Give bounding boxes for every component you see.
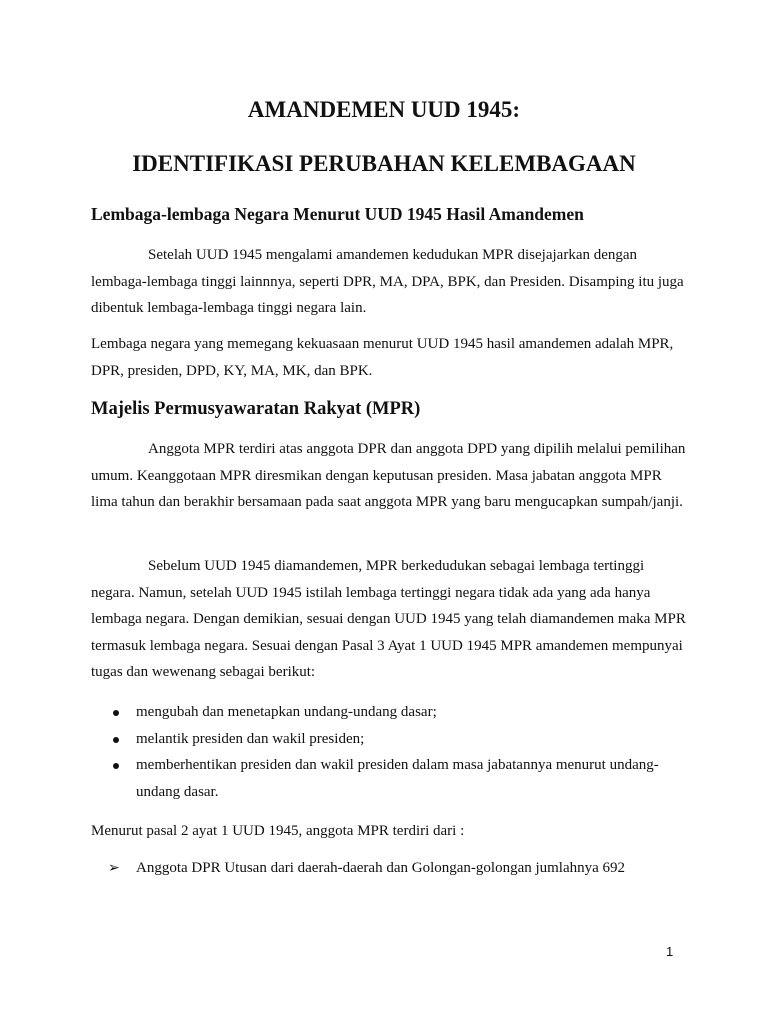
bullet-icon: [113, 710, 119, 716]
list-item: [91, 699, 691, 726]
list-item: [91, 855, 691, 882]
list-item: [91, 752, 691, 805]
section-heading-mpr: Majelis Permusyawaratan Rakyat (MPR): [91, 399, 421, 419]
list-item-text: Anggota DPR Utusan dari daerah-daerah dan Golongan-golongan jumlahnya 692: [136, 860, 626, 876]
section-heading-lembaga-negara: Lembaga-lembaga Negara Menurut UUD 1945 Hasil Amandemen: [91, 204, 584, 224]
paragraph-pasal-2: Menurut pasal 2 ayat 1 UUD 1945, anggota MPR terdiri dari :: [91, 823, 465, 839]
bullet-icon: [113, 763, 119, 769]
list-item-text: mengubah dan menetapkan undang-undang dasar;: [136, 704, 437, 720]
bullet-icon: [113, 737, 119, 743]
paragraph-setelah-amandemen: Setelah UUD 1945 mengalami amandemen kedudukan MPR disejajarkan dengan lembaga-lembaga tinggi lainnnya, seperti DPR, MA, DPA, BPK, dan Presiden. Disamping itu juga dibentuk lembaga-lembaga tinggi negara lain.: [91, 247, 684, 316]
mpr-members-list: [91, 855, 691, 882]
arrowhead-bullet-icon: ➢: [108, 860, 120, 876]
page-number: 1: [666, 944, 674, 959]
list-item-text: memberhentikan presiden dan wakil presiden dalam masa jabatannya menurut undang-undang dasar.: [136, 757, 659, 800]
list-item-text: melantik presiden dan wakil presiden;: [136, 730, 365, 747]
paragraph-sebelum-amandemen: Sebelum UUD 1945 diamandemen, MPR berkedudukan sebagai lembaga tertinggi negara. Namun, setelah UUD 1945 istilah lembaga tertinggi negara tidak ada yang ada hanya lembaga negara. Dengan demikian, sesuai dengan UUD 1945 yang telah diamandemen maka MPR termasuk lembaga negara. Sesuai dengan Pasal 3 Ayat 1 UUD 1945 MPR amandemen mempunyai tugas dan wewenang sebagai berikut:: [91, 558, 686, 680]
paragraph-lembaga-kekuasaan: Lembaga negara yang memegang kekuasaan menurut UUD 1945 hasil amandemen adalah MPR, DPR, presiden, DPD, KY, MA, MK, dan BPK.: [91, 336, 674, 379]
document-title-line-2: IDENTIFIKASI PERUBAHAN KELEMBAGAAN: [132, 151, 636, 176]
mpr-duties-list: [91, 699, 691, 805]
document-title-line-1: AMANDEMEN UUD 1945:: [247, 97, 521, 122]
paragraph-anggota-mpr: Anggota MPR terdiri atas anggota DPR dan anggota DPD yang dipilih melalui pemilihan umum. Keanggotaan MPR diresmikan dengan keputusan presiden. Masa jabatan anggota MPR lima tahun dan berakhir bersamaan pada saat anggota MPR yang baru mengucapkan sumpah/janji.: [91, 441, 686, 510]
list-item: [91, 726, 691, 753]
